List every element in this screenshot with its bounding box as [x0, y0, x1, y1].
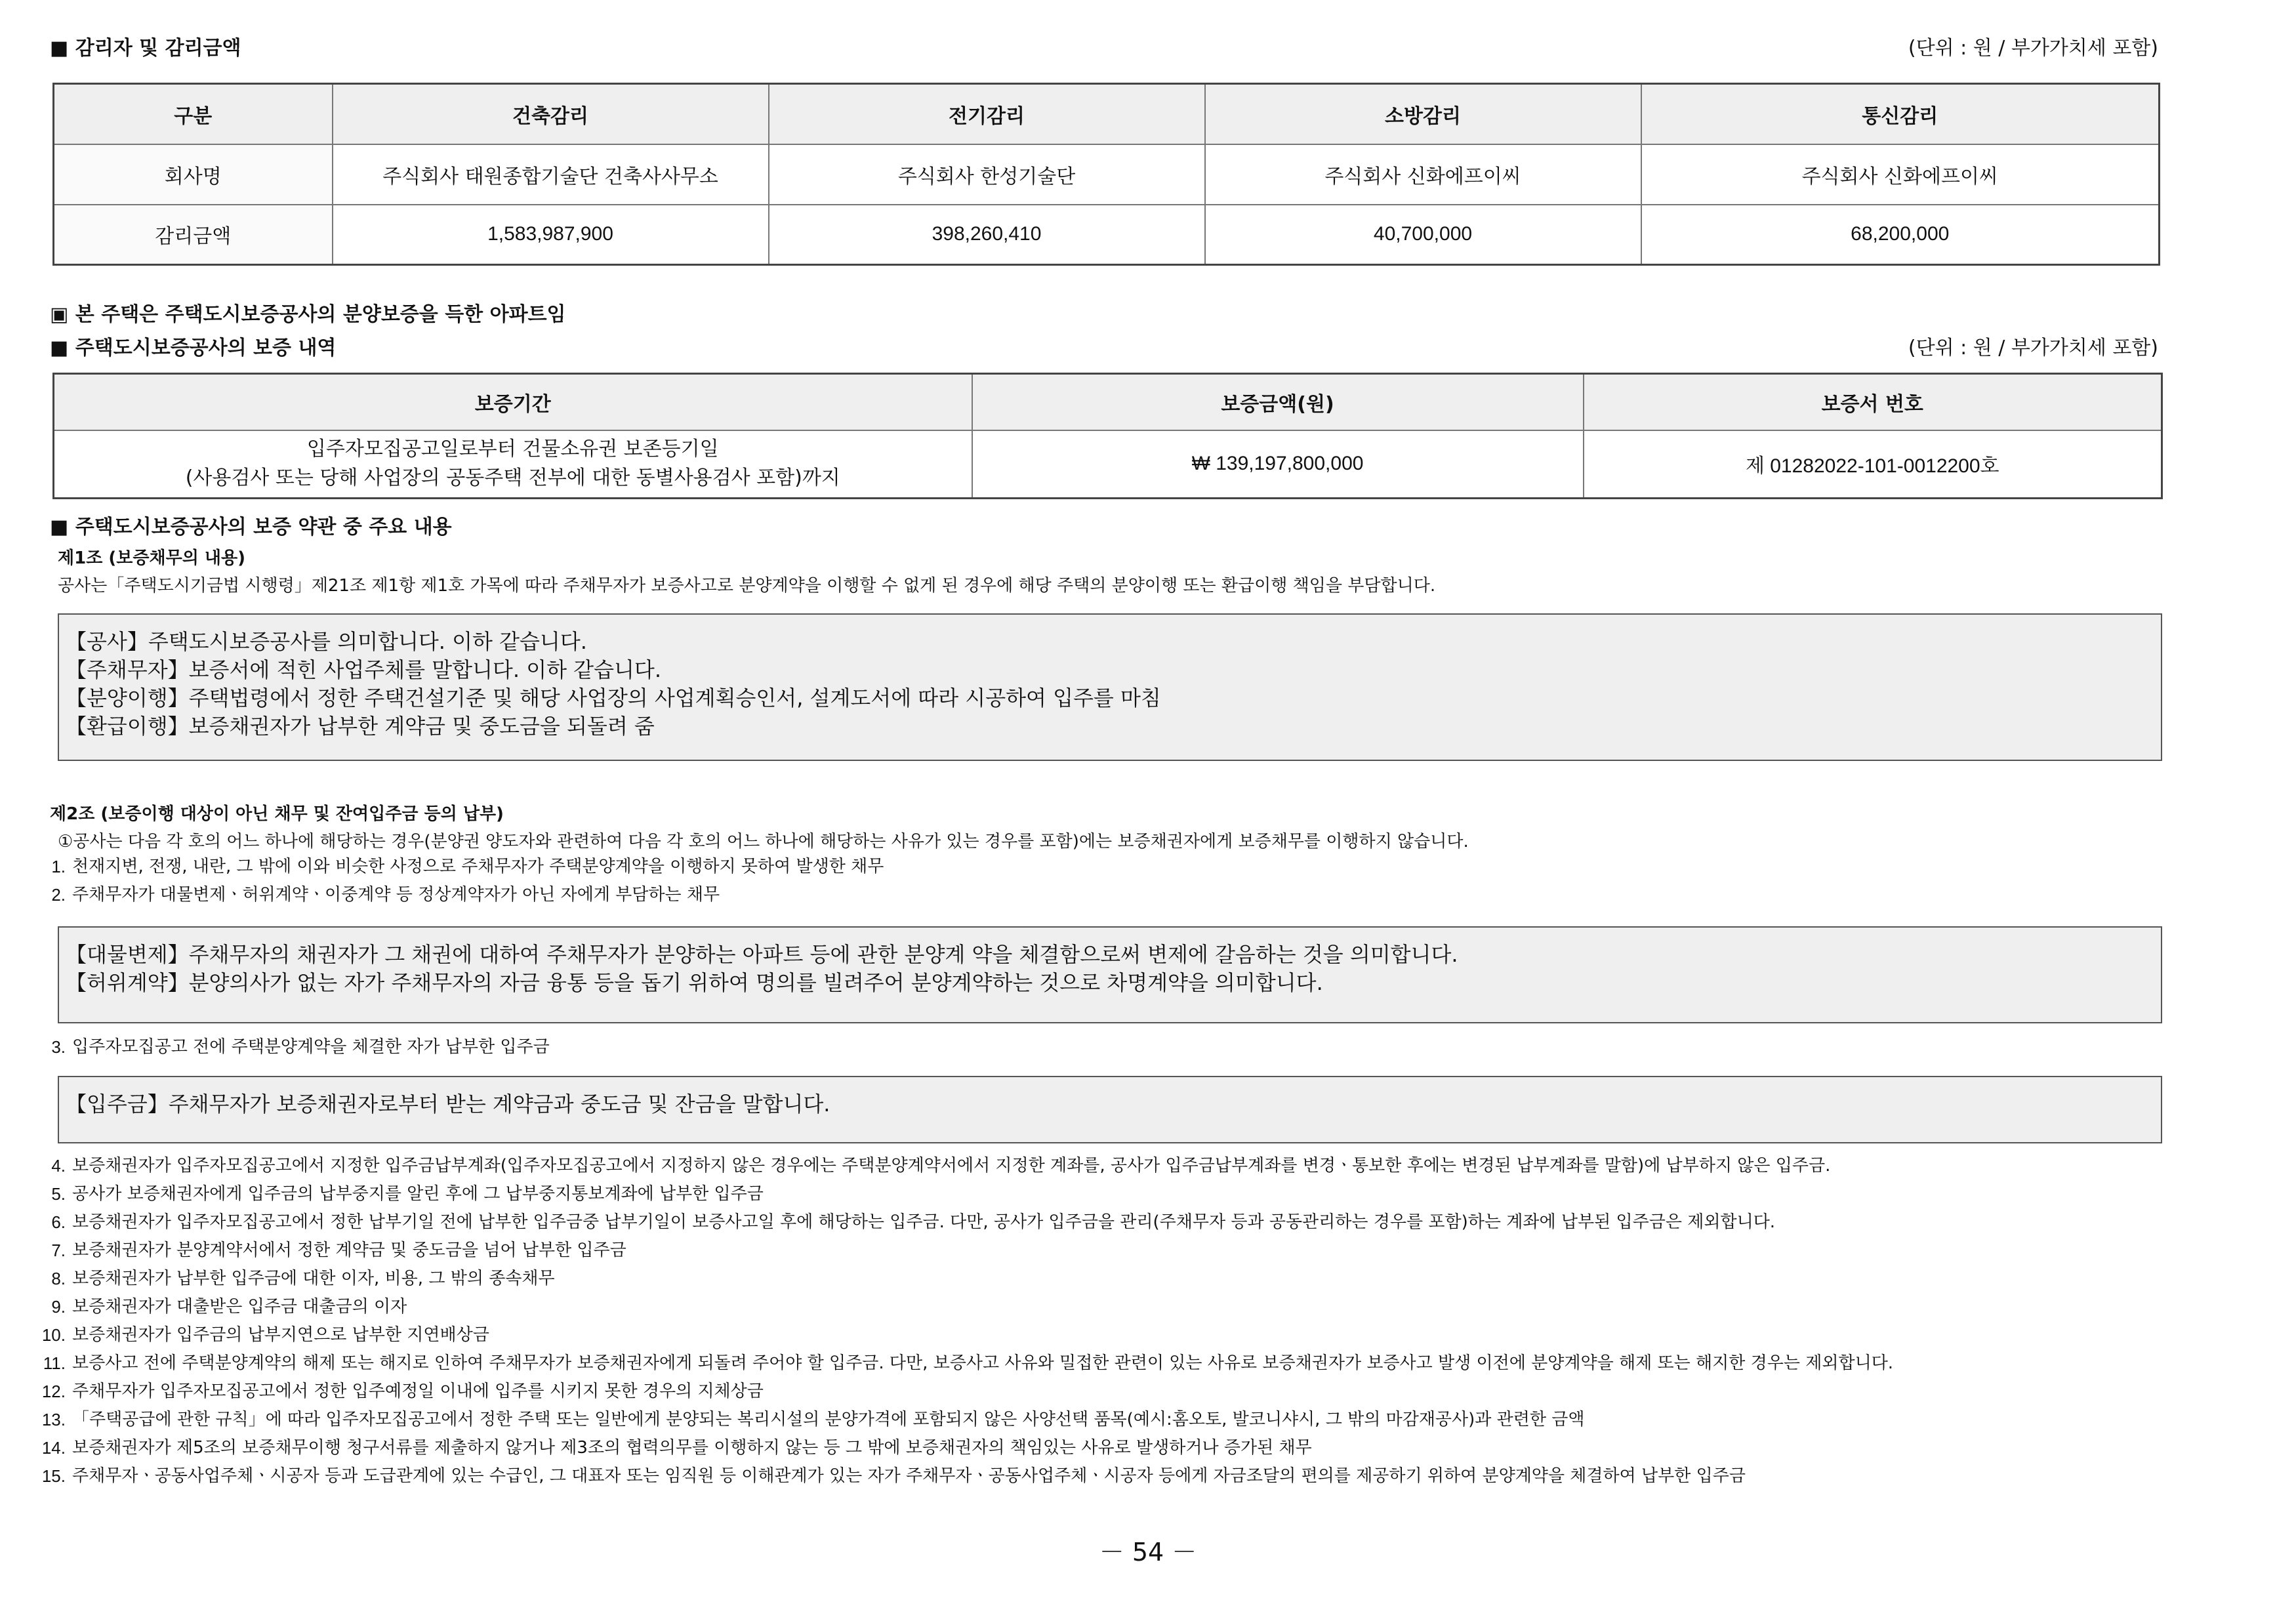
exclusion-list	[34, 1152, 2173, 1490]
definition-line: 【입주금】주채무자가 보증채권자로부터 받는 계약금과 중도금 및 잔금을 말합니다.	[66, 1092, 830, 1117]
supervisor-table	[52, 83, 2160, 266]
table-header-cell: 건축감리	[333, 84, 769, 144]
table-row	[54, 144, 2160, 205]
definition-line: 【분양이행】주택법령에서 정한 주택건설기준 및 해당 사업장의 사업계획승인서, 설계도서에 따라 시공하여 입주를 마침	[66, 686, 1161, 710]
item-text: 주채무자가 대물변제ㆍ허위계약ㆍ이중계약 등 정상계약자가 아닌 자에게 부담하는 채무	[72, 885, 720, 905]
item-number: 9.	[51, 1297, 66, 1317]
list-item	[34, 1462, 2173, 1490]
table-header-cell: 보증서 번호	[1584, 374, 2162, 430]
supervisor-unit-note: (단위 : 원 / 부가가치세 포함)	[1908, 37, 2158, 60]
guarantee-title: ■ 주택도시보증공사의 보증 내역	[50, 337, 337, 359]
item-number: 3.	[51, 1037, 66, 1057]
definition-line: 【공사】주택도시보증공사를 의미합니다. 이하 같습니다.	[66, 629, 587, 654]
guarantee-unit-note: (단위 : 원 / 부가가치세 포함)	[1908, 337, 2158, 359]
page-number: － 54 －	[1099, 1538, 1197, 1567]
item-text: 보증사고 전에 주택분양계약의 해제 또는 해지로 인하여 주채무자가 보증채권자에게 되돌려 주어야 할 입주금. 다만, 보증사고 사유와 밀접한 관련이 있는 사유로 보증채권자가 보증사고 발생 이전에 분양계약을 해제 또는 해지한 경우는 제외합니다.	[72, 1353, 1894, 1373]
article2-title: 제2조 (보증이행 대상이 아닌 채무 및 잔여입주금 등의 납부)	[50, 804, 504, 824]
company-cell: 주식회사 신화에프이씨	[1205, 144, 1641, 205]
amount-cell: 40,700,000	[1205, 205, 1641, 265]
company-cell: 주식회사 한성기술단	[769, 144, 1205, 205]
amount-cell: 68,200,000	[1641, 205, 2160, 265]
terms-title: ■ 주택도시보증공사의 보증 약관 중 주요 내용	[50, 516, 452, 539]
item-number: 2.	[51, 885, 66, 905]
table-header-cell: 보증기간	[54, 374, 972, 430]
supervisor-title: ■ 감리자 및 감리금액	[50, 37, 241, 60]
item-number: 5.	[51, 1184, 66, 1204]
definition-box	[58, 926, 2162, 1023]
item-number: 11.	[43, 1353, 66, 1373]
item-number: 6.	[51, 1212, 66, 1232]
item-text: 천재지변, 전쟁, 내란, 그 밖에 이와 비슷한 사정으로 주채무자가 주택분양계약을 이행하지 못하여 발생한 채무	[72, 857, 884, 876]
company-cell: 주식회사 태원종합기술단 건축사사무소	[333, 144, 769, 205]
item-number: 8.	[51, 1269, 66, 1288]
row-label: 감리금액	[54, 205, 333, 265]
list-item	[34, 1033, 2173, 1061]
guarantee-notice: ▣ 본 주택은 주택도시보증공사의 분양보증을 득한 아파트임	[50, 303, 566, 326]
table-header-cell: 보증금액(원)	[972, 374, 1584, 430]
guarantee-period-cell	[54, 430, 972, 499]
item-number: 4.	[51, 1156, 66, 1176]
item-number: 12.	[41, 1382, 66, 1401]
exclusion-list	[34, 1033, 2173, 1061]
item-text: 「주택공급에 관한 규칙」에 따라 입주자모집공고에서 정한 주택 또는 일반에게 분양되는 복리시설의 분양가격에 포함되지 않은 사양선택 품목(예시:홈오토, 발코니샤시, 그 밖의 마감재공사)과 관련한 금액	[72, 1410, 1585, 1429]
article1-text: 공사는「주택도시기금법 시행령」제21조 제1항 제1호 가목에 따라 주채무자가 보증사고로 분양계약을 이행할 수 없게 된 경우에 해당 주택의 분양이행 또는 환급이행 책임을 부담합니다.	[58, 576, 1436, 596]
item-text: 보증채권자가 분양계약서에서 정한 계약금 및 중도금을 넘어 납부한 입주금	[72, 1241, 626, 1260]
list-item	[34, 1434, 2173, 1462]
item-number: 15.	[41, 1466, 66, 1486]
certificate-number-cell: 제 01282022-101-0012200호	[1584, 430, 2162, 499]
definition-line: 【대물변제】주채무자의 채권자가 그 채권에 대하여 주채무자가 분양하는 아파트 등에 관한 분양계 약을 체결함으로써 변제에 갈음하는 것을 의미합니다.	[66, 942, 1458, 967]
item-text: 보증채권자가 입주자모집공고에서 지정한 입주금납부계좌(입주자모집공고에서 지정하지 않은 경우에는 주택분양계약서에서 지정한 계좌를, 공사가 입주금납부계좌를 변경ㆍ통보한 후에는 변경된 납부계좌를 말함)에 납부하지 않은 입주금.	[72, 1156, 1831, 1176]
item-text: 보증채권자가 제5조의 보증채무이행 청구서류를 제출하지 않거나 제3조의 협력의무를 이행하지 않는 등 그 밖에 보증채권자의 책임있는 사유로 발생하거나 증가된 채무	[72, 1438, 1312, 1458]
table-row	[54, 205, 2160, 265]
guarantee-table	[52, 373, 2163, 499]
list-item	[34, 1321, 2173, 1349]
table-header-cell: 구분	[54, 84, 333, 144]
item-text: 보증채권자가 입주자모집공고에서 정한 납부기일 전에 납부한 입주금중 납부기일이 보증사고일 후에 해당하는 입주금. 다만, 공사가 입주금을 관리(주채무자 등과 공동관리하는 경우를 포함)하는 계좌에 납부된 입주금은 제외합니다.	[72, 1212, 1776, 1232]
list-item	[34, 1293, 2173, 1321]
item-number: 1.	[51, 857, 66, 876]
definition-line: 【환급이행】보증채권자가 납부한 계약금 및 중도금을 되돌려 줌	[66, 714, 655, 739]
table-header-cell: 통신감리	[1641, 84, 2160, 144]
item-text: 보증채권자가 입주금의 납부지연으로 납부한 지연배상금	[72, 1325, 489, 1345]
amount-cell: 398,260,410	[769, 205, 1205, 265]
item-number: 7.	[51, 1241, 66, 1260]
item-text: 보증채권자가 납부한 입주금에 대한 이자, 비용, 그 밖의 종속채무	[72, 1269, 555, 1288]
definition-line: 【허위계약】분양의사가 없는 자가 주채무자의 자금 융통 등을 돕기 위하여 명의를 빌려주어 분양계약하는 것으로 차명계약을 의미합니다.	[66, 970, 1323, 995]
list-item	[34, 1152, 2173, 1180]
item-text: 주채무자가 입주자모집공고에서 정한 입주예정일 이내에 입주를 시키지 못한 경우의 지체상금	[72, 1382, 764, 1401]
definition-box	[58, 613, 2162, 761]
list-item	[34, 1265, 2173, 1293]
item-text: 주채무자ㆍ공동사업주체ㆍ시공자 등과 도급관계에 있는 수급인, 그 대표자 또는 임직원 등 이해관계가 있는 자가 주채무자ㆍ공동사업주체ㆍ시공자 등에게 자금조달의 편의를 제공하기 위하여 분양계약을 체결하여 납부한 입주금	[72, 1466, 1746, 1486]
list-item	[34, 1237, 2173, 1265]
list-item	[34, 1406, 2173, 1434]
table-header-row	[54, 374, 2162, 430]
article2-intro: ①공사는 다음 각 호의 어느 하나에 해당하는 경우(분양권 양도자와 관련하여 다음 각 호의 어느 하나에 해당하는 사유가 있는 경우를 포함)에는 보증채권자에게 보증채무를 이행하지 않습니다.	[58, 832, 1469, 852]
guarantee-amount-cell: ₩ 139,197,800,000	[972, 430, 1584, 499]
list-item	[34, 1378, 2173, 1406]
list-item	[34, 1349, 2173, 1378]
list-item	[34, 853, 2173, 881]
company-cell: 주식회사 신화에프이씨	[1641, 144, 2160, 205]
list-item	[34, 1208, 2173, 1237]
definition-box	[58, 1076, 2162, 1143]
item-text: 보증채권자가 대출받은 입주금 대출금의 이자	[72, 1297, 407, 1317]
list-item	[34, 881, 2173, 909]
item-number: 13.	[41, 1410, 66, 1429]
amount-cell: 1,583,987,900	[333, 205, 769, 265]
table-header-cell: 소방감리	[1205, 84, 1641, 144]
definition-line: 【주채무자】보증서에 적힌 사업주체를 말합니다. 이하 같습니다.	[66, 657, 662, 682]
table-header-row	[54, 84, 2160, 144]
item-number: 10.	[41, 1325, 66, 1345]
guarantee-period-line: 입주자모집공고일로부터 건물소유권 보존등기일	[306, 438, 719, 461]
list-item	[34, 1180, 2173, 1208]
guarantee-period-line: (사용검사 또는 당해 사업장의 공동주택 전부에 대한 동별사용검사 포함)까지	[185, 466, 840, 490]
article1-title: 제1조 (보증채무의 내용)	[58, 548, 246, 568]
item-text: 입주자모집공고 전에 주택분양계약을 체결한 자가 납부한 입주금	[72, 1037, 550, 1057]
item-text: 공사가 보증채권자에게 입주금의 납부중지를 알린 후에 그 납부중지통보계좌에 납부한 입주금	[72, 1184, 764, 1204]
item-number: 14.	[41, 1438, 66, 1458]
table-row	[54, 430, 2162, 499]
exclusion-list	[34, 853, 2173, 909]
table-header-cell: 전기감리	[769, 84, 1205, 144]
row-label: 회사명	[54, 144, 333, 205]
